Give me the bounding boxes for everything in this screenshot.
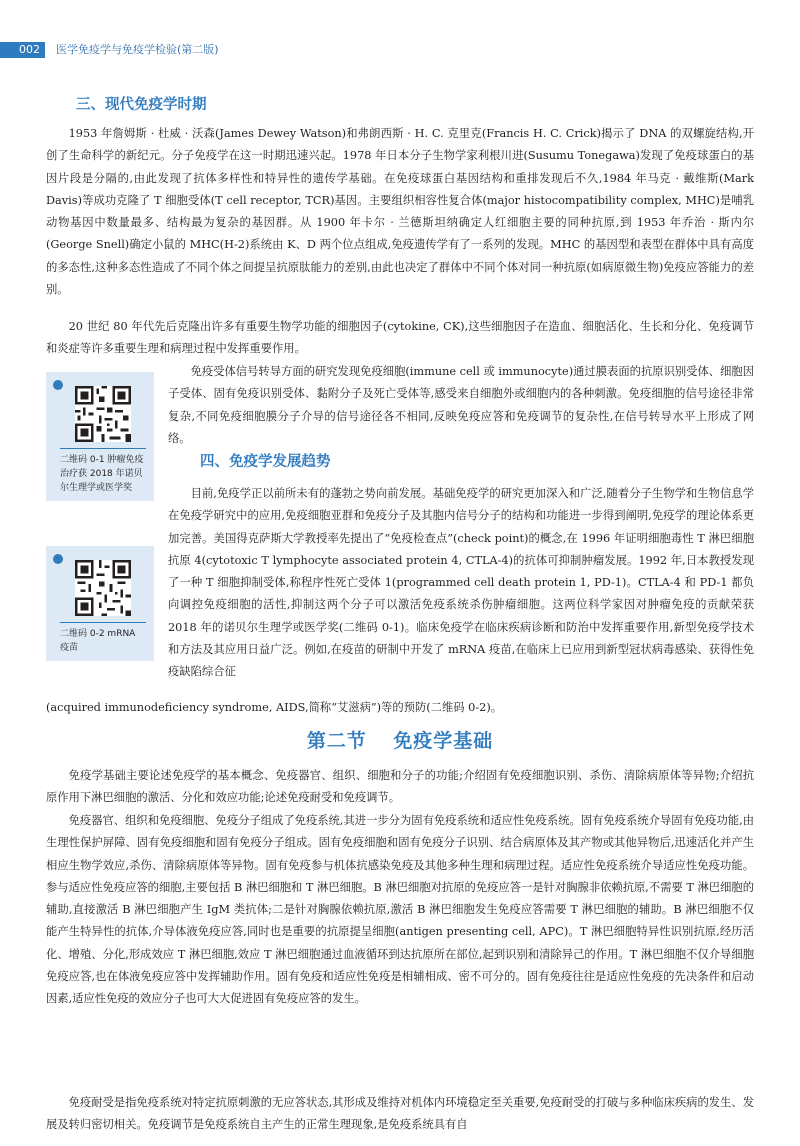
paragraph-basics-1: 免疫学基础主要论述免疫学的基本概念、免疫器官、组织、细胞和分子的功能;介绍固有免疫细胞识别、杀伤、清除病原体等异物;介绍抗原作用下淋巴细胞的激活、分化和效应功能;论述免疫耐受和免疫调节。 [46,769,754,805]
qr-code-icon[interactable] [75,560,131,616]
paragraph-basics-2: 免疫器官、组织和免疫细胞、免疫分子组成了免疫系统,其进一步分为固有免疫系统和适应性免疫系统。固有免疫系统介导固有免疫功能,由生理性保护屏障、固有免疫细胞和固有免疫分子组成。固有免疫细胞和固有免疫分子识别、结合病原体及其产物或其他异物后,迅速活化并产生相应生物学效应,杀伤、清除病原体等异物。固有免疫参与机体抗感染免疫及其他多种生理和病理过程。适应性免疫系统介导适应性免疫功能。参与适应性免疫应答的细胞,主要包括 B 淋巴细胞和 T 淋巴细胞。B 淋巴细胞对抗原的免疫应答一是针对胸腺非依赖抗原,不需要 T 淋巴细胞的辅助,直接激活 B 淋巴细胞产生 IgM 类抗体;二是针对胸腺依赖抗原,激活 B 淋巴细胞发生免疫应答需要 T 淋巴细胞的辅助。B 淋巴细胞不仅能产生特异性的抗体,介导体液免疫应答,同时也是重要的抗原提呈细胞(antigen presenting cell, APC)。T 淋巴细胞特异性识别抗原,经历活化、增殖、分化,形成效应 T 淋巴细胞,效应 T 淋巴细胞通过血液循环到达抗原所在部位,起到识别和清除异己的作用。T 淋巴细胞不仅介导细胞免疫应答,也在体液免疫应答中发挥辅助作用。固有免疫和适应性免疫是相辅相成、密不可分的。固有免疫往往是适应性免疫的先决条件和启动因素,适应性免疫的效应分子也可大大促进固有免疫应答的发生。 [46,814,754,1006]
qr-code-caption-2: 二维码 0-2 mRNA 疫苗 [60,622,146,655]
qr-code-box-1 [46,372,154,501]
qr-code-icon[interactable] [75,386,131,442]
paragraph-modern-era-3: 免疫受体信号转导方面的研究发现免疫细胞(immune cell 或 immunocyte)通过膜表面的抗原识别受体、细胞因子受体、固有免疫识别受体、黏附分子及死亡受体等,感受来自细胞外或细胞内的各种刺激。免疫细胞的信号途径非常复杂,不同免疫细胞膜分子介导的信号途径各不相同,反映免疫应答和免疫调节的复杂性,在信号转导水平上形成了网络。 [168,365,754,445]
paragraph-trends-1: 目前,免疫学正以前所未有的蓬勃之势向前发展。基础免疫学的研究更加深入和广泛,随着分子生物学和生物信息学在免疫学研究中的应用,免疫细胞亚群和免疫分子及其胞内信号分子的结构和功能进一步得到阐明,免疫学的理论体系更加完善。美国得克萨斯大学教授率先提出了“免疫检查点”(check point)的概念,在 1996 年证明细胞毒性 T 淋巴细胞抗原 4(cytotoxic T lymphocyte associated protein 4, CTLA-4)的抗体可抑制肿瘤发展。1992 年,日本教授发现了一种 T 细胞抑制受体,称程序性死亡受体 1(programmed cell death protein 1, PD-1)。CTLA-4 和 PD-1 都负向调控免疫细胞的活性,抑制这两个分子可以激活免疫系统杀伤肿瘤细胞。这两位科学家因对肿瘤免疫的贡献荣获 2018 年的诺贝尔生理学或医学奖(二维码 0-1)。临床免疫学在临床疾病诊断和防治中发挥重要作用,新型免疫学技术和方法及其应用日益广泛。例如,在疫苗的研制中开发了 mRNA 疫苗,在临床上已应用到新型冠状病毒感染、获得性免疫缺陷综合征 [168,487,754,679]
paragraph-trends-1-tail: (acquired immunodeficiency syndrome, AIDS,简称“艾滋病”)等的预防(二维码 0-2)。 [46,701,503,714]
section-heading-modern-era: 三、现代免疫学时期 [76,97,207,113]
paragraph-modern-era-2: 20 世纪 80 年代先后克隆出许多有重要生物学功能的细胞因子(cytokine, CK),这些细胞因子在造血、细胞活化、生长和分化、免疫调节和炎症等许多重要生理和病理过程中发挥重要作用。 [46,320,754,356]
scan-icon [53,380,63,390]
qr-code-box-2 [46,546,154,661]
chapter-number: 第二节 [306,730,367,752]
paragraph-basics-3: 免疫耐受是指免疫系统对特定抗原刺激的无应答状态,其形成及维持对机体内环境稳定至关重要,免疫耐受的打破与多种临床疾病的发生、发展及转归密切相关。免疫调节是免疫系统自主产生的正常生理现象,是免疫系统具有自 [46,1096,754,1132]
qr-code-caption-1: 二维码 0-1 肿瘤免疫治疗获 2018 年诺贝尔生理学或医学奖 [60,448,146,495]
page-number: 002 [0,42,45,58]
chapter-name: 免疫学基础 [393,730,494,752]
page-header [0,0,800,56]
paragraph-modern-era-1: 1953 年詹姆斯 · 杜威 · 沃森(James Dewey Watson)和弗朗西斯 · H. C. 克里克(Francis H. C. Crick)揭示了 DNA 的双螺旋结构,开创了生命科学的新纪元。分子免疫学在这一时期迅速兴起。1978 年日本分子生物学家利根川进(Susumu Tonegawa)发现了免疫球蛋白的基因片段是分隔的,由此发现了抗体多样性和特异性的遗传学基础。在免疫球蛋白基因结构和重排发现后不久,1984 年马克 · 戴维斯(Mark Davis)等成功克隆了 T 细胞受体(T cell receptor, TCR)基因。主要组织相容性复合体(major histocompatibility complex, MHC)是哺乳动物基因中数量最多、结构最为复杂的基因群。从 1900 年卡尔 · 兰德斯坦纳确定人红细胞主要的同种抗原,到 1953 年乔治 · 斯内尔(George Snell)确定小鼠的 MHC(H-2)系统由 K、D 两个位点组成,免疫遗传学有了一系列的发现。MHC 的基因型和表型在群体中具有高度的多态性,这种多态性造成了不同个体之间提呈抗原肽能力的差别,由此也决定了群体中不同个体对同一种抗原(如病原微生物)免疫应答能力的差别。 [46,127,754,297]
scan-icon [53,554,63,564]
section-heading-trends: 四、免疫学发展趋势 [200,454,331,470]
running-title: 医学免疫学与免疫学检验(第二版) [56,43,219,56]
chapter-title [0,726,800,753]
